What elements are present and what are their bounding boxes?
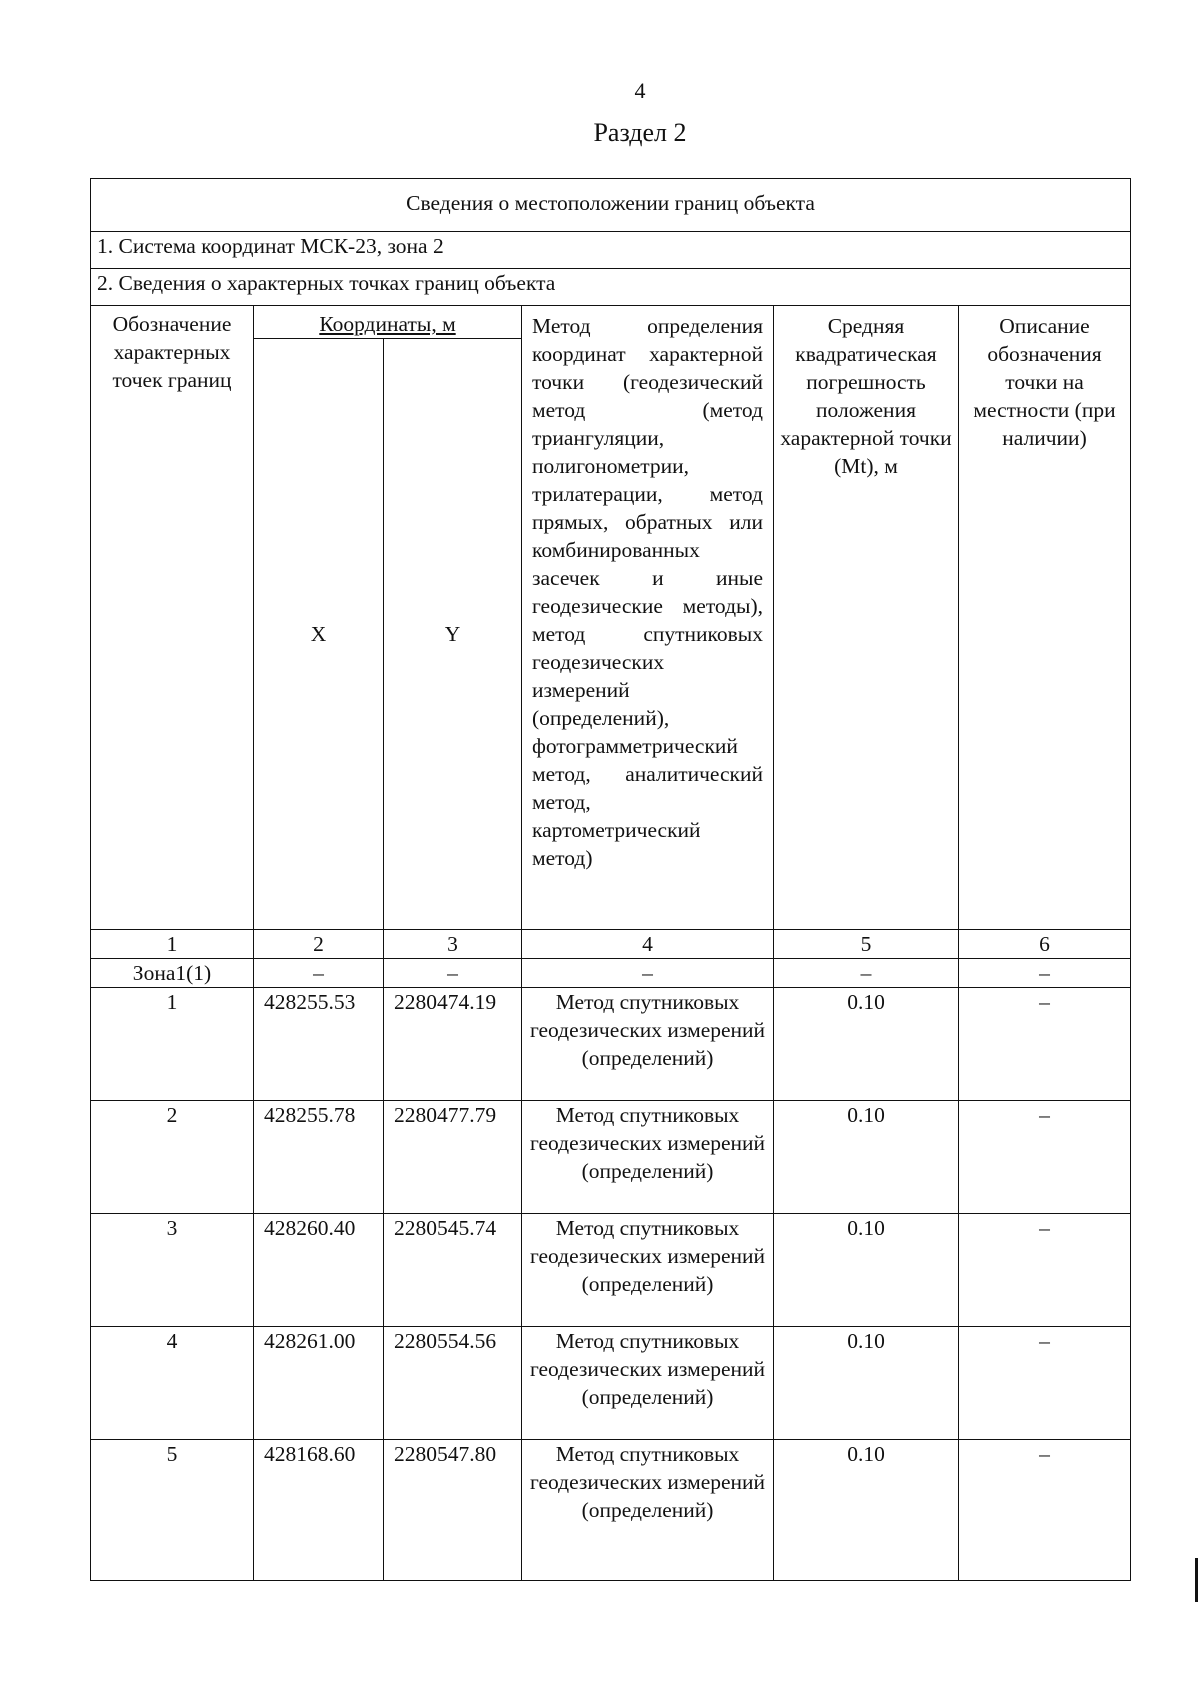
point-number: 1 xyxy=(91,988,254,1101)
point-error: 0.10 xyxy=(774,1214,959,1327)
point-number: 2 xyxy=(91,1101,254,1214)
header-method: Метод определения координат характерной точки (геодезический метод (метод триангуляции, полигонометрии, трилатерации, метод прямых, обратных или комбинированных засечек и иные геодезические методы), метод спутниковых геодезических измерений (определений), фотограмметрический метод, аналитический метод, картометрический метод) xyxy=(522,306,774,930)
point-method: Метод спутниковых геодезических измерений (определений) xyxy=(522,1214,774,1327)
header-row xyxy=(91,306,1131,339)
zone-row xyxy=(91,959,1131,988)
point-method: Метод спутниковых геодезических измерений (определений) xyxy=(522,988,774,1101)
column-number: 6 xyxy=(959,930,1131,959)
zone-x: – xyxy=(254,959,384,988)
point-number: 5 xyxy=(91,1440,254,1581)
column-number: 3 xyxy=(384,930,522,959)
zone-label: Зона1(1) xyxy=(91,959,254,988)
header-designation: Обозначение характерных точек границ xyxy=(91,306,254,930)
point-y: 2280477.79 xyxy=(384,1101,522,1214)
points-heading: 2. Сведения о характерных точках границ объекта xyxy=(91,269,1131,306)
table-caption: Сведения о местоположении границ объекта xyxy=(91,179,1131,232)
header-x: X xyxy=(254,339,384,930)
points-heading-row xyxy=(91,269,1131,306)
point-error: 0.10 xyxy=(774,988,959,1101)
point-error: 0.10 xyxy=(774,1440,959,1581)
table-row xyxy=(91,1440,1131,1581)
coordinates-label: Координаты, м xyxy=(319,312,456,336)
header-error: Средняя квадратическая погрешность положения характерной точки (Mt), м xyxy=(774,306,959,930)
point-x: 428260.40 xyxy=(254,1214,384,1327)
coordinate-system: 1. Система координат МСК-23, зона 2 xyxy=(91,232,1131,269)
point-x: 428255.53 xyxy=(254,988,384,1101)
point-number: 3 xyxy=(91,1214,254,1327)
column-number: 5 xyxy=(774,930,959,959)
point-method: Метод спутниковых геодезических измерений (определений) xyxy=(522,1101,774,1214)
coordinate-system-row xyxy=(91,232,1131,269)
table-row xyxy=(91,1327,1131,1440)
table-caption-row xyxy=(91,179,1131,232)
point-description: – xyxy=(959,1440,1131,1581)
column-numbers-row xyxy=(91,930,1131,959)
column-number: 1 xyxy=(91,930,254,959)
point-y: 2280545.74 xyxy=(384,1214,522,1327)
point-description: – xyxy=(959,1101,1131,1214)
zone-description: – xyxy=(959,959,1131,988)
header-y: Y xyxy=(384,339,522,930)
header-description: Описание обозначения точки на местности (при наличии) xyxy=(959,306,1131,930)
point-x: 428168.60 xyxy=(254,1440,384,1581)
header-coordinates xyxy=(254,306,522,339)
table-row xyxy=(91,1101,1131,1214)
boundary-points-table xyxy=(90,178,1131,1581)
point-number: 4 xyxy=(91,1327,254,1440)
scan-edge-mark xyxy=(1195,1558,1198,1602)
column-number: 2 xyxy=(254,930,384,959)
table-row xyxy=(91,988,1131,1101)
point-y: 2280554.56 xyxy=(384,1327,522,1440)
zone-error: – xyxy=(774,959,959,988)
point-description: – xyxy=(959,988,1131,1101)
point-error: 0.10 xyxy=(774,1327,959,1440)
point-description: – xyxy=(959,1214,1131,1327)
zone-method: – xyxy=(522,959,774,988)
column-number: 4 xyxy=(522,930,774,959)
point-method: Метод спутниковых геодезических измерений (определений) xyxy=(522,1327,774,1440)
point-method: Метод спутниковых геодезических измерений (определений) xyxy=(522,1440,774,1581)
section-title: Раздел 2 xyxy=(593,118,687,147)
point-x: 428255.78 xyxy=(254,1101,384,1214)
point-x: 428261.00 xyxy=(254,1327,384,1440)
point-y: 2280474.19 xyxy=(384,988,522,1101)
point-description: – xyxy=(959,1327,1131,1440)
point-y: 2280547.80 xyxy=(384,1440,522,1581)
page-number: 4 xyxy=(634,78,646,103)
zone-y: – xyxy=(384,959,522,988)
point-error: 0.10 xyxy=(774,1101,959,1214)
table-row xyxy=(91,1214,1131,1327)
